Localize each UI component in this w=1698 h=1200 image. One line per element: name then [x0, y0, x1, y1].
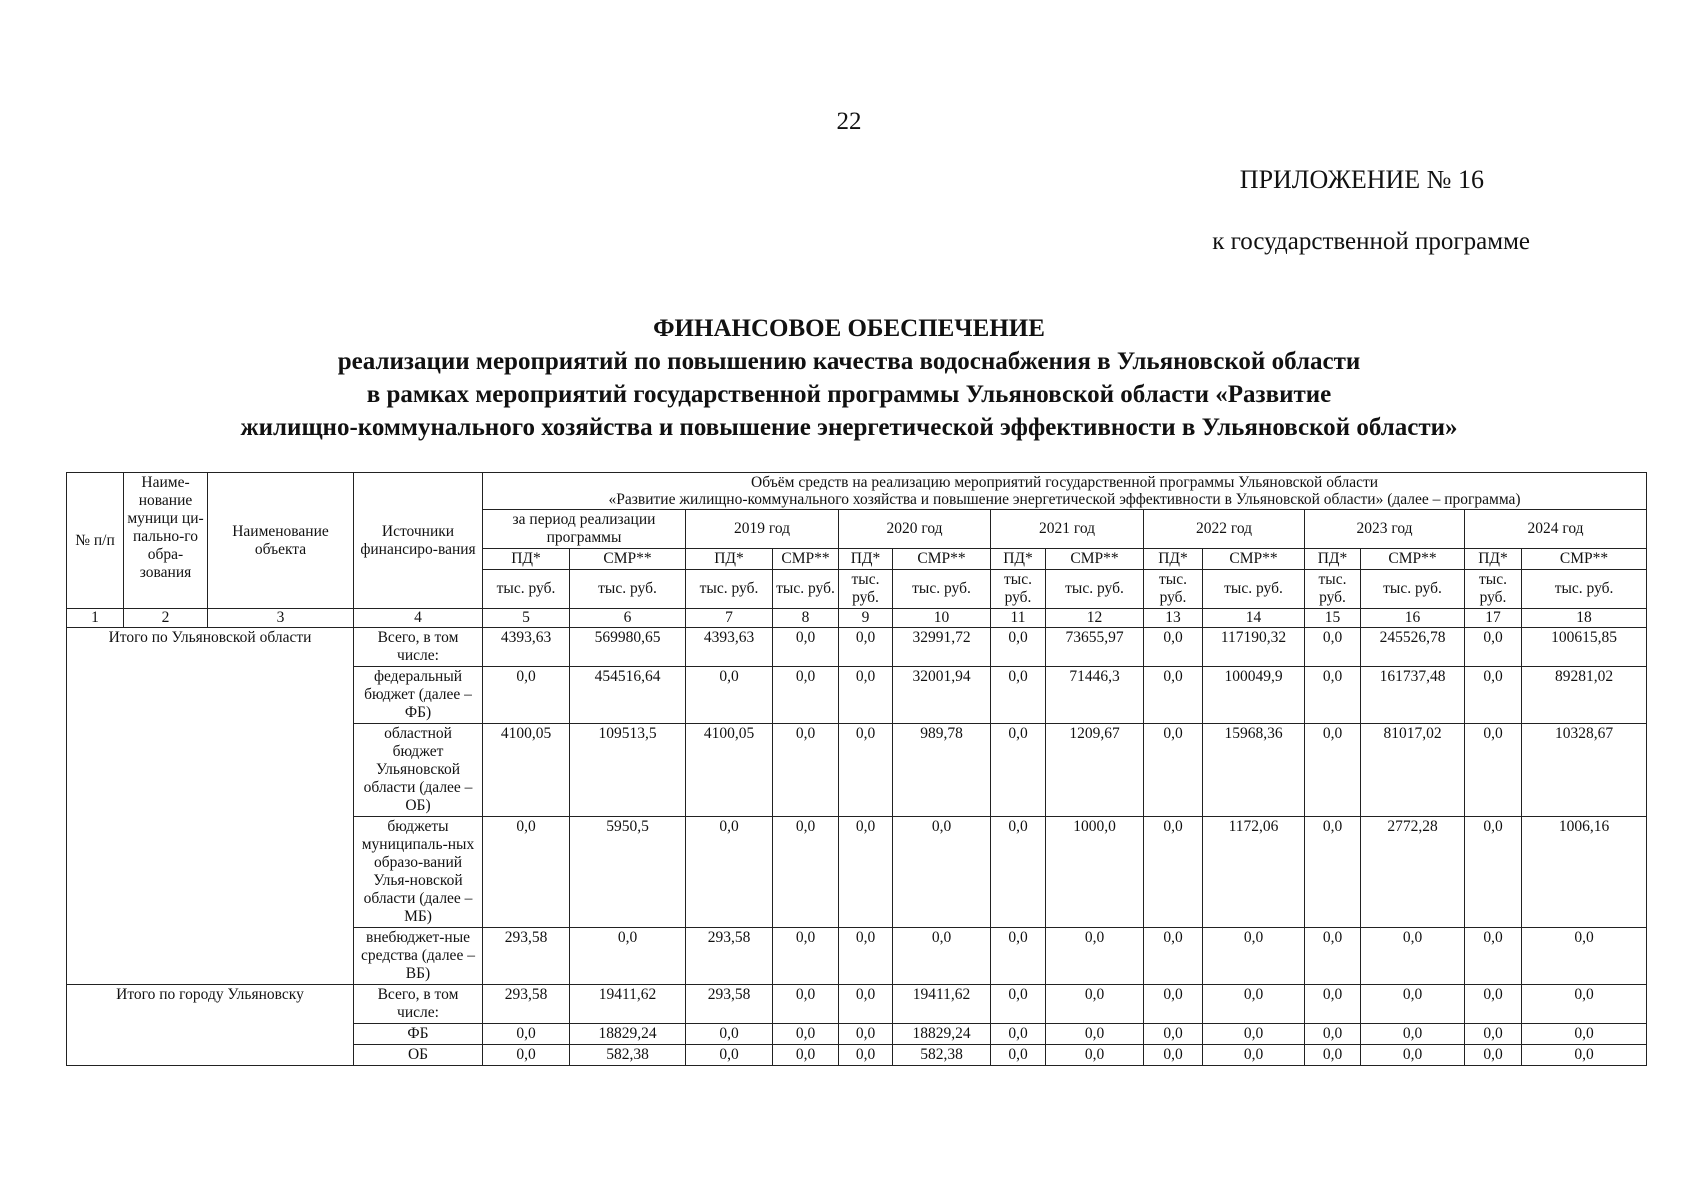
value-cell: 569980,65	[570, 628, 686, 667]
value-cell: 0,0	[839, 1024, 893, 1045]
value-cell: 0,0	[1361, 985, 1465, 1024]
header-number: № п/п	[67, 473, 124, 609]
value-cell: 0,0	[483, 667, 570, 724]
value-cell: 161737,48	[1361, 667, 1465, 724]
value-cell: 0,0	[1305, 628, 1361, 667]
value-cell: 2772,28	[1361, 817, 1465, 928]
header-year-2023: 2023 год	[1305, 510, 1465, 549]
value-cell: 1172,06	[1203, 817, 1305, 928]
value-cell: 0,0	[773, 1024, 839, 1045]
header-unit: тыс. руб.	[483, 570, 570, 609]
value-cell: 0,0	[1522, 928, 1647, 985]
title-line: реализации мероприятий по повышению качества водоснабжения в Ульяновской области	[337, 348, 1361, 375]
value-cell: 0,0	[1361, 1045, 1465, 1066]
value-cell: 0,0	[1305, 985, 1361, 1024]
value-cell: 0,0	[1144, 817, 1203, 928]
value-cell: 0,0	[1522, 985, 1647, 1024]
value-cell: 15968,36	[1203, 724, 1305, 817]
group-label: Итого по городу Ульяновску	[67, 985, 354, 1066]
header-smr: СМР**	[570, 549, 686, 570]
header-unit: тыс. руб.	[1361, 570, 1465, 609]
value-cell: 0,0	[839, 667, 893, 724]
header-pd: ПД*	[483, 549, 570, 570]
value-cell: 0,0	[483, 1024, 570, 1045]
value-cell: 0,0	[991, 1024, 1046, 1045]
value-cell: 0,0	[1144, 724, 1203, 817]
value-cell: 0,0	[1305, 928, 1361, 985]
column-number-row	[67, 609, 1647, 628]
header-unit: тыс. руб.	[1144, 570, 1203, 609]
column-number: 9	[839, 609, 893, 628]
value-cell: 1006,16	[1522, 817, 1647, 928]
header-pd: ПД*	[839, 549, 893, 570]
value-cell: 0,0	[1465, 1024, 1522, 1045]
header-pd: ПД*	[1144, 549, 1203, 570]
group-label: Итого по Ульяновской области	[67, 628, 354, 985]
value-cell: 73655,97	[1046, 628, 1144, 667]
header-object: Наименование объекта	[208, 473, 354, 609]
title-line: жилищно-коммунального хозяйства и повышение энергетической эффективности в Ульяновской области»	[240, 414, 1458, 441]
value-cell: 18829,24	[893, 1024, 991, 1045]
value-cell: 0,0	[1361, 928, 1465, 985]
funding-source: ОБ	[354, 1045, 483, 1066]
value-cell: 0,0	[1144, 667, 1203, 724]
value-cell: 0,0	[893, 928, 991, 985]
header-pd: ПД*	[1465, 549, 1522, 570]
column-number: 1	[67, 609, 124, 628]
header-year-2020: 2020 год	[839, 510, 991, 549]
value-cell: 0,0	[1522, 1024, 1647, 1045]
value-cell: 0,0	[839, 817, 893, 928]
header-pd: ПД*	[991, 549, 1046, 570]
value-cell: 4100,05	[686, 724, 773, 817]
header-unit: тыс. руб.	[1305, 570, 1361, 609]
header-municipality: Наиме-нование муници ци-пально-го обра-зования	[124, 473, 208, 609]
value-cell: 0,0	[1361, 1024, 1465, 1045]
value-cell: 0,0	[773, 667, 839, 724]
column-number: 16	[1361, 609, 1465, 628]
value-cell: 0,0	[1203, 1024, 1305, 1045]
value-cell: 4100,05	[483, 724, 570, 817]
value-cell: 0,0	[991, 724, 1046, 817]
value-cell: 0,0	[1465, 817, 1522, 928]
header-smr: СМР**	[1046, 549, 1144, 570]
value-cell: 0,0	[773, 628, 839, 667]
document-title	[0, 312, 1698, 444]
value-cell: 0,0	[1305, 1045, 1361, 1066]
value-cell: 293,58	[686, 985, 773, 1024]
table-row	[67, 628, 1647, 667]
value-cell: 4393,63	[686, 628, 773, 667]
value-cell: 0,0	[1144, 985, 1203, 1024]
value-cell: 32991,72	[893, 628, 991, 667]
value-cell: 0,0	[991, 667, 1046, 724]
header-year-2024: 2024 год	[1465, 510, 1647, 549]
column-number: 17	[1465, 609, 1522, 628]
column-number: 18	[1522, 609, 1647, 628]
value-cell: 0,0	[686, 667, 773, 724]
funding-source: федеральный бюджет (далее – ФБ)	[354, 667, 483, 724]
value-cell: 293,58	[483, 928, 570, 985]
header-year-2019: 2019 год	[686, 510, 839, 549]
value-cell: 0,0	[991, 1045, 1046, 1066]
value-cell: 0,0	[1046, 985, 1144, 1024]
page-number: 22	[836, 108, 862, 135]
value-cell: 0,0	[773, 985, 839, 1024]
column-number: 13	[1144, 609, 1203, 628]
value-cell: 0,0	[1465, 985, 1522, 1024]
header-smr: СМР**	[1203, 549, 1305, 570]
appendix-title: ПРИЛОЖЕНИЕ № 16	[1239, 165, 1484, 194]
value-cell: 454516,64	[570, 667, 686, 724]
table-body	[67, 609, 1647, 1066]
value-cell: 19411,62	[570, 985, 686, 1024]
value-cell: 0,0	[483, 1045, 570, 1066]
value-cell: 293,58	[483, 985, 570, 1024]
value-cell: 0,0	[1046, 1045, 1144, 1066]
value-cell: 1000,0	[1046, 817, 1144, 928]
value-cell: 0,0	[483, 817, 570, 928]
value-cell: 0,0	[1305, 817, 1361, 928]
value-cell: 0,0	[1305, 667, 1361, 724]
column-number: 6	[570, 609, 686, 628]
header-sources: Источники финансиро-вания	[354, 473, 483, 609]
value-cell: 0,0	[1465, 628, 1522, 667]
value-cell: 0,0	[1046, 928, 1144, 985]
value-cell: 0,0	[1144, 928, 1203, 985]
funding-source: внебюджет-ные средства (далее – ВБ)	[354, 928, 483, 985]
header-year-2021: 2021 год	[991, 510, 1144, 549]
value-cell: 100615,85	[1522, 628, 1647, 667]
value-cell: 0,0	[686, 1024, 773, 1045]
value-cell: 0,0	[1203, 928, 1305, 985]
value-cell: 0,0	[773, 1045, 839, 1066]
header-volume	[483, 473, 1647, 510]
funding-source: ФБ	[354, 1024, 483, 1045]
value-cell: 0,0	[839, 628, 893, 667]
value-cell: 0,0	[1144, 628, 1203, 667]
column-number: 7	[686, 609, 773, 628]
header-year-2022: 2022 год	[1144, 510, 1305, 549]
column-number: 14	[1203, 609, 1305, 628]
header-unit: тыс. руб.	[1465, 570, 1522, 609]
header-unit: тыс. руб.	[570, 570, 686, 609]
value-cell: 0,0	[839, 724, 893, 817]
value-cell: 0,0	[1203, 985, 1305, 1024]
value-cell: 0,0	[839, 1045, 893, 1066]
value-cell: 81017,02	[1361, 724, 1465, 817]
column-number: 11	[991, 609, 1046, 628]
header-unit: тыс. руб.	[1522, 570, 1647, 609]
value-cell: 89281,02	[1522, 667, 1647, 724]
value-cell: 1209,67	[1046, 724, 1144, 817]
value-cell: 0,0	[1305, 1024, 1361, 1045]
column-number: 3	[208, 609, 354, 628]
value-cell: 4393,63	[483, 628, 570, 667]
value-cell: 0,0	[839, 985, 893, 1024]
title-line: в рамках мероприятий государственной программы Ульяновской области «Развитие	[366, 381, 1332, 408]
value-cell: 0,0	[1465, 667, 1522, 724]
value-cell: 0,0	[1144, 1045, 1203, 1066]
value-cell: 989,78	[893, 724, 991, 817]
header-unit: тыс. руб.	[839, 570, 893, 609]
funding-source: бюджеты муниципаль-ных образо-ваний Улья-новской области (далее – МБ)	[354, 817, 483, 928]
value-cell: 5950,5	[570, 817, 686, 928]
header-period-total: за период реализации программы	[483, 510, 686, 549]
value-cell: 0,0	[991, 928, 1046, 985]
column-number: 5	[483, 609, 570, 628]
value-cell: 0,0	[570, 928, 686, 985]
header-pd: ПД*	[1305, 549, 1361, 570]
value-cell: 0,0	[1465, 724, 1522, 817]
value-cell: 0,0	[773, 817, 839, 928]
value-cell: 0,0	[991, 985, 1046, 1024]
header-unit: тыс. руб.	[893, 570, 991, 609]
header-unit: тыс. руб.	[773, 570, 839, 609]
column-number: 4	[354, 609, 483, 628]
value-cell: 582,38	[570, 1045, 686, 1066]
value-cell: 0,0	[773, 724, 839, 817]
value-cell: 0,0	[1203, 1045, 1305, 1066]
header-unit: тыс. руб.	[1203, 570, 1305, 609]
value-cell: 100049,9	[1203, 667, 1305, 724]
value-cell: 0,0	[1046, 1024, 1144, 1045]
column-number: 2	[124, 609, 208, 628]
value-cell: 117190,32	[1203, 628, 1305, 667]
value-cell: 582,38	[893, 1045, 991, 1066]
value-cell: 0,0	[1144, 1024, 1203, 1045]
value-cell: 0,0	[991, 817, 1046, 928]
value-cell: 0,0	[839, 928, 893, 985]
header-smr: СМР**	[1522, 549, 1647, 570]
value-cell: 0,0	[773, 928, 839, 985]
header-unit: тыс. руб.	[686, 570, 773, 609]
table-row	[67, 985, 1647, 1024]
value-cell: 32001,94	[893, 667, 991, 724]
column-number: 10	[893, 609, 991, 628]
column-number: 8	[773, 609, 839, 628]
header-unit: тыс. руб.	[991, 570, 1046, 609]
value-cell: 0,0	[893, 817, 991, 928]
title-line: ФИНАНСОВОЕ ОБЕСПЕЧЕНИЕ	[653, 315, 1045, 342]
value-cell: 0,0	[1465, 1045, 1522, 1066]
value-cell: 10328,67	[1522, 724, 1647, 817]
value-cell: 0,0	[686, 1045, 773, 1066]
value-cell: 0,0	[1465, 928, 1522, 985]
funding-source: областной бюджет Ульяновской области (далее – ОБ)	[354, 724, 483, 817]
funding-source: Всего, в том числе:	[354, 985, 483, 1024]
value-cell: 293,58	[686, 928, 773, 985]
header-unit: тыс. руб.	[1046, 570, 1144, 609]
appendix-subtitle: к государственной программе	[1212, 228, 1530, 255]
header-smr: СМР**	[773, 549, 839, 570]
column-number: 15	[1305, 609, 1361, 628]
value-cell: 0,0	[991, 628, 1046, 667]
value-cell: 0,0	[1522, 1045, 1647, 1066]
header-volume-line1: Объём средств на реализацию мероприятий государственной программы Ульяновской области	[751, 474, 1379, 491]
value-cell: 18829,24	[570, 1024, 686, 1045]
header-volume-line2: «Развитие жилищно-коммунального хозяйства и повышение энергетической эффективности в Ульяновской области» (далее – программа)	[608, 491, 1521, 508]
value-cell: 0,0	[686, 817, 773, 928]
value-cell: 19411,62	[893, 985, 991, 1024]
value-cell: 245526,78	[1361, 628, 1465, 667]
value-cell: 109513,5	[570, 724, 686, 817]
financing-table	[66, 472, 1647, 1066]
column-number: 12	[1046, 609, 1144, 628]
funding-source: Всего, в том числе:	[354, 628, 483, 667]
header-smr: СМР**	[893, 549, 991, 570]
header-pd: ПД*	[686, 549, 773, 570]
value-cell: 71446,3	[1046, 667, 1144, 724]
header-smr: СМР**	[1361, 549, 1465, 570]
value-cell: 0,0	[1305, 724, 1361, 817]
